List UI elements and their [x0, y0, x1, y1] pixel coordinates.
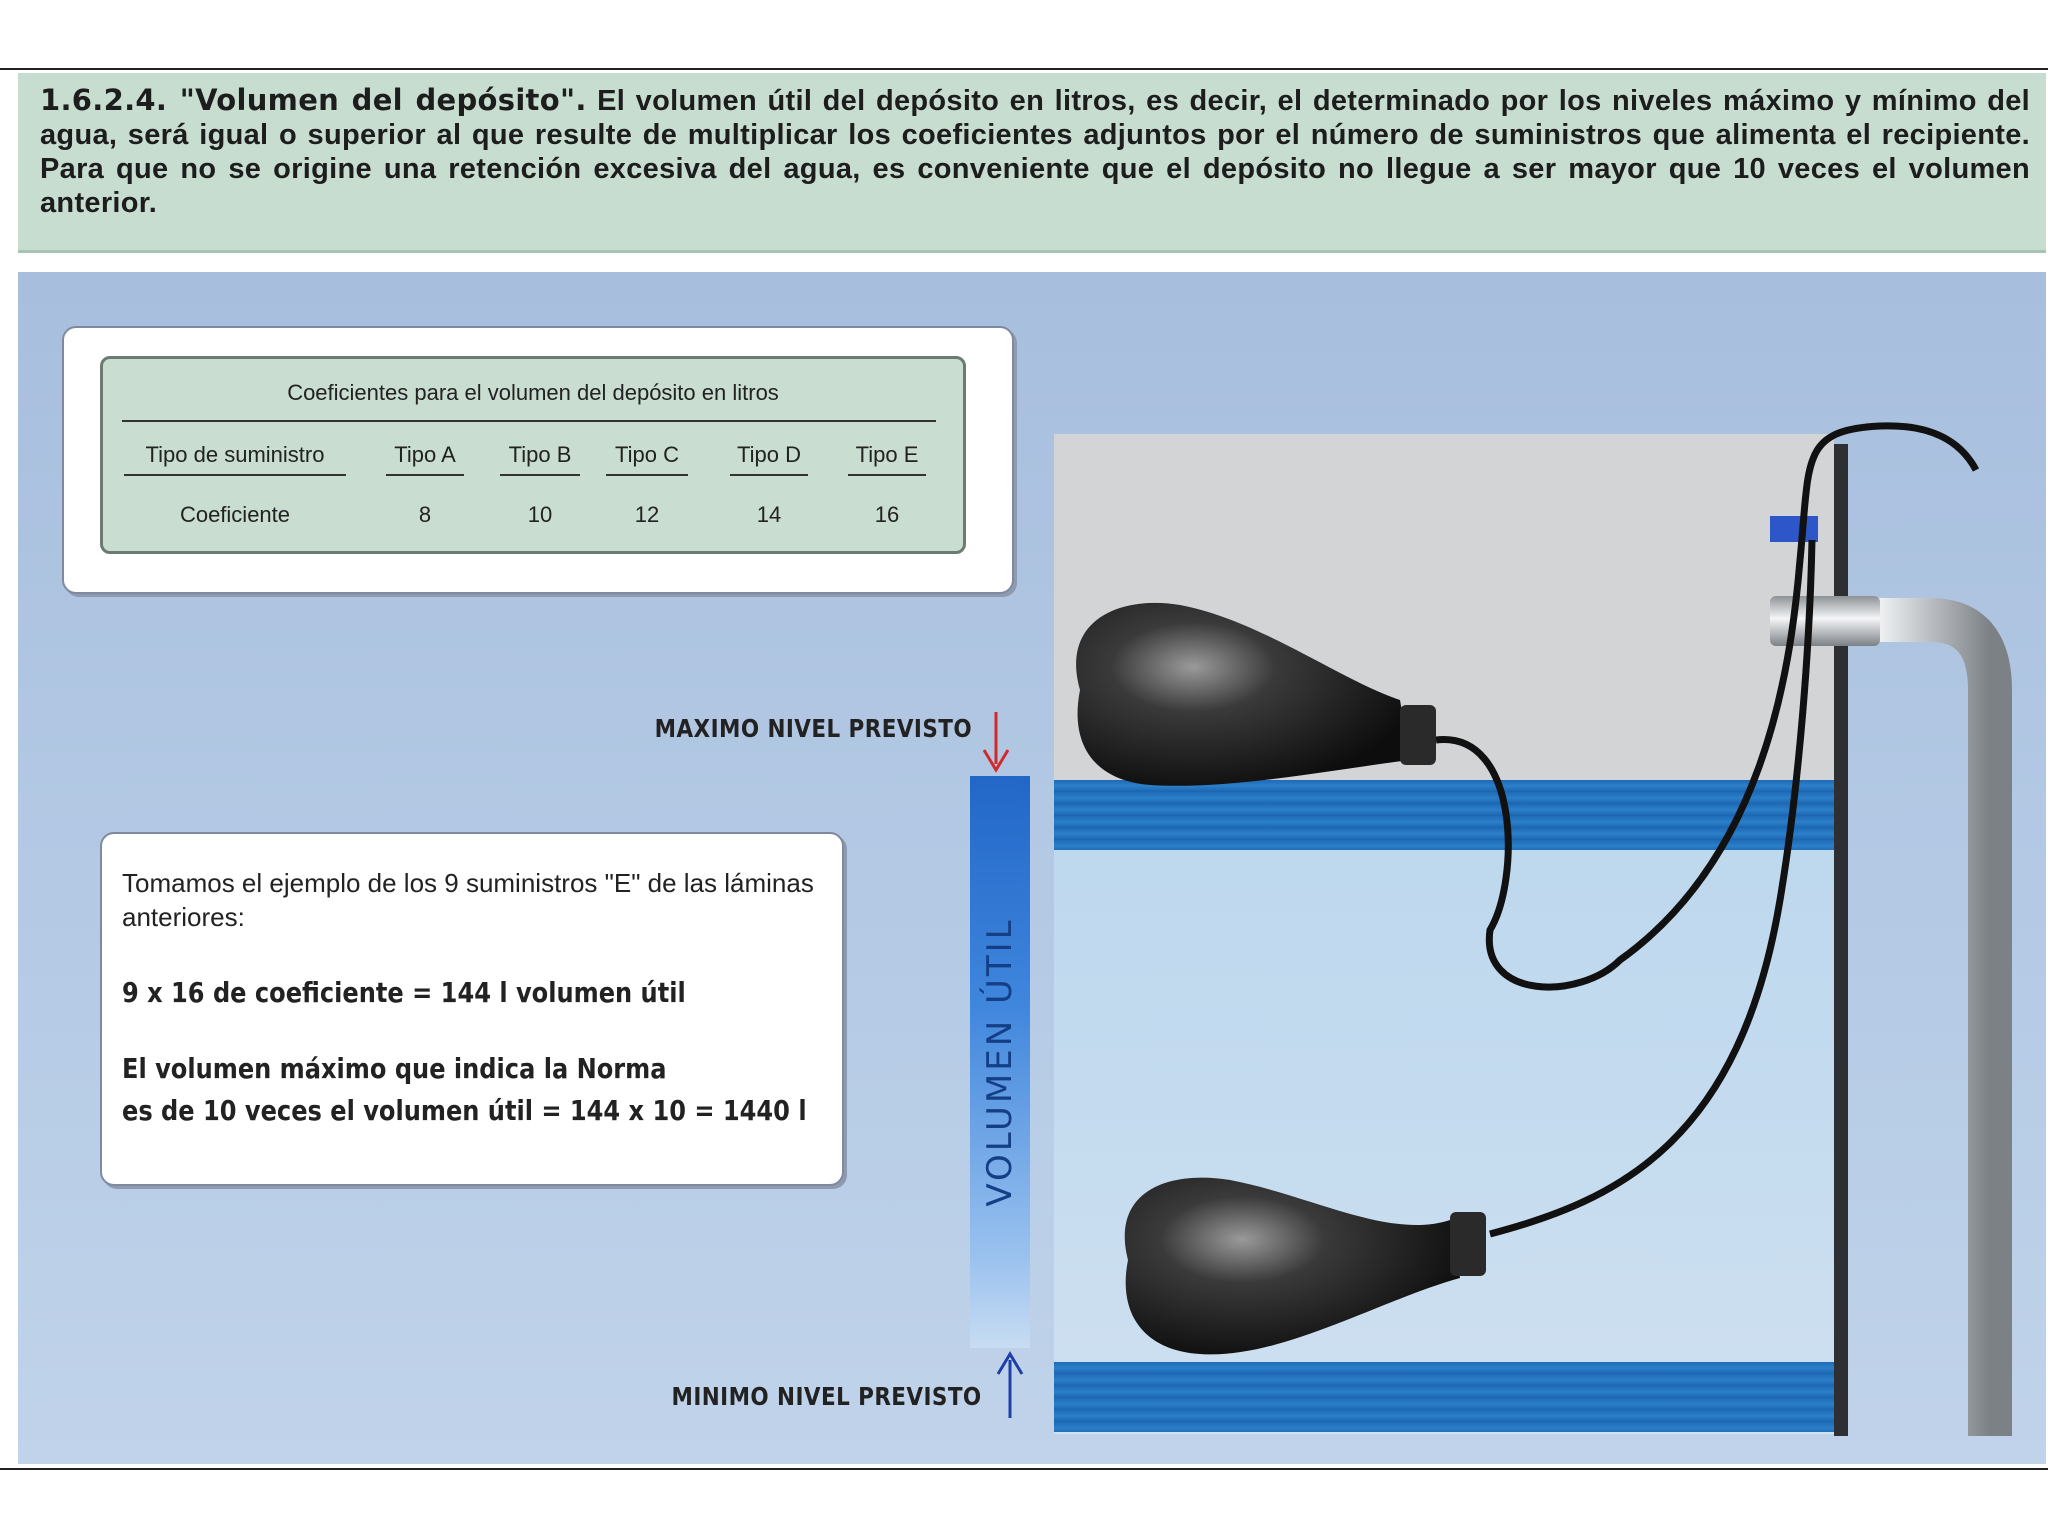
outlet-pipe: [1780, 620, 1990, 1436]
example-intro: Tomamos el ejemplo de los 9 suministros "E" de las láminas anteriores:: [122, 868, 814, 932]
table-title: Coeficientes para el volumen del depósito en litros: [287, 380, 779, 405]
table-cell: 14: [756, 502, 782, 527]
example-max-line-1: El volumen máximo que indica la Norma: [122, 1052, 667, 1085]
max-level-arrow: [984, 712, 1008, 770]
max-level-label: MAXIMO NIVEL PREVISTO: [654, 714, 972, 743]
table-cell: 8: [418, 502, 432, 527]
example-calculation: 9 x 16 de coeficiente = 144 l volumen útil: [122, 976, 686, 1009]
table-cell: 16: [874, 502, 900, 527]
upper-float-cable: [1436, 426, 1976, 987]
upper-float-icon: [1076, 603, 1436, 786]
table-cell: 12: [634, 502, 660, 527]
table-col-header: Tipo D: [730, 442, 808, 468]
pipe-fitting: [1770, 596, 1880, 646]
min-level-arrow: [998, 1354, 1022, 1418]
lower-float-cable: [1490, 540, 1812, 1234]
useful-volume-label: VOLUMEN ÚTIL: [980, 917, 1020, 1207]
section-title: 1.6.2.4. "Volumen del depósito".: [40, 83, 587, 117]
lower-float-icon: [1125, 1178, 1486, 1355]
example-max-line-2: es de 10 veces el volumen útil = 144 x 10 = 1440 l: [122, 1094, 807, 1127]
table-col-header: Tipo A: [386, 442, 464, 468]
table-row-label: Coeficiente: [179, 502, 291, 527]
table-col-header: Tipo C: [606, 442, 688, 468]
table-col-header: Tipo B: [500, 442, 580, 468]
min-level-label: MINIMO NIVEL PREVISTO: [671, 1382, 982, 1411]
table-col-header: Tipo E: [848, 442, 926, 468]
section-text: El volumen útil del depósito en litros, es decir, el determinado por los niveles máximo y mínimo del agua, será igual o superior al que resulte de multiplicar los coeficientes adjuntos por el número de suministros que alimenta el recipiente. Para que no se origine una retención excesiva del agua, es conveniente que el depósito no llegue a ser mayor que 10 veces el volumen anterior.: [40, 85, 2030, 219]
guide-rod: [1834, 444, 1848, 1436]
table-row-header: Tipo de suministro: [124, 442, 346, 468]
table-cell: 10: [527, 502, 553, 527]
clamp-icon: [1770, 516, 1818, 542]
